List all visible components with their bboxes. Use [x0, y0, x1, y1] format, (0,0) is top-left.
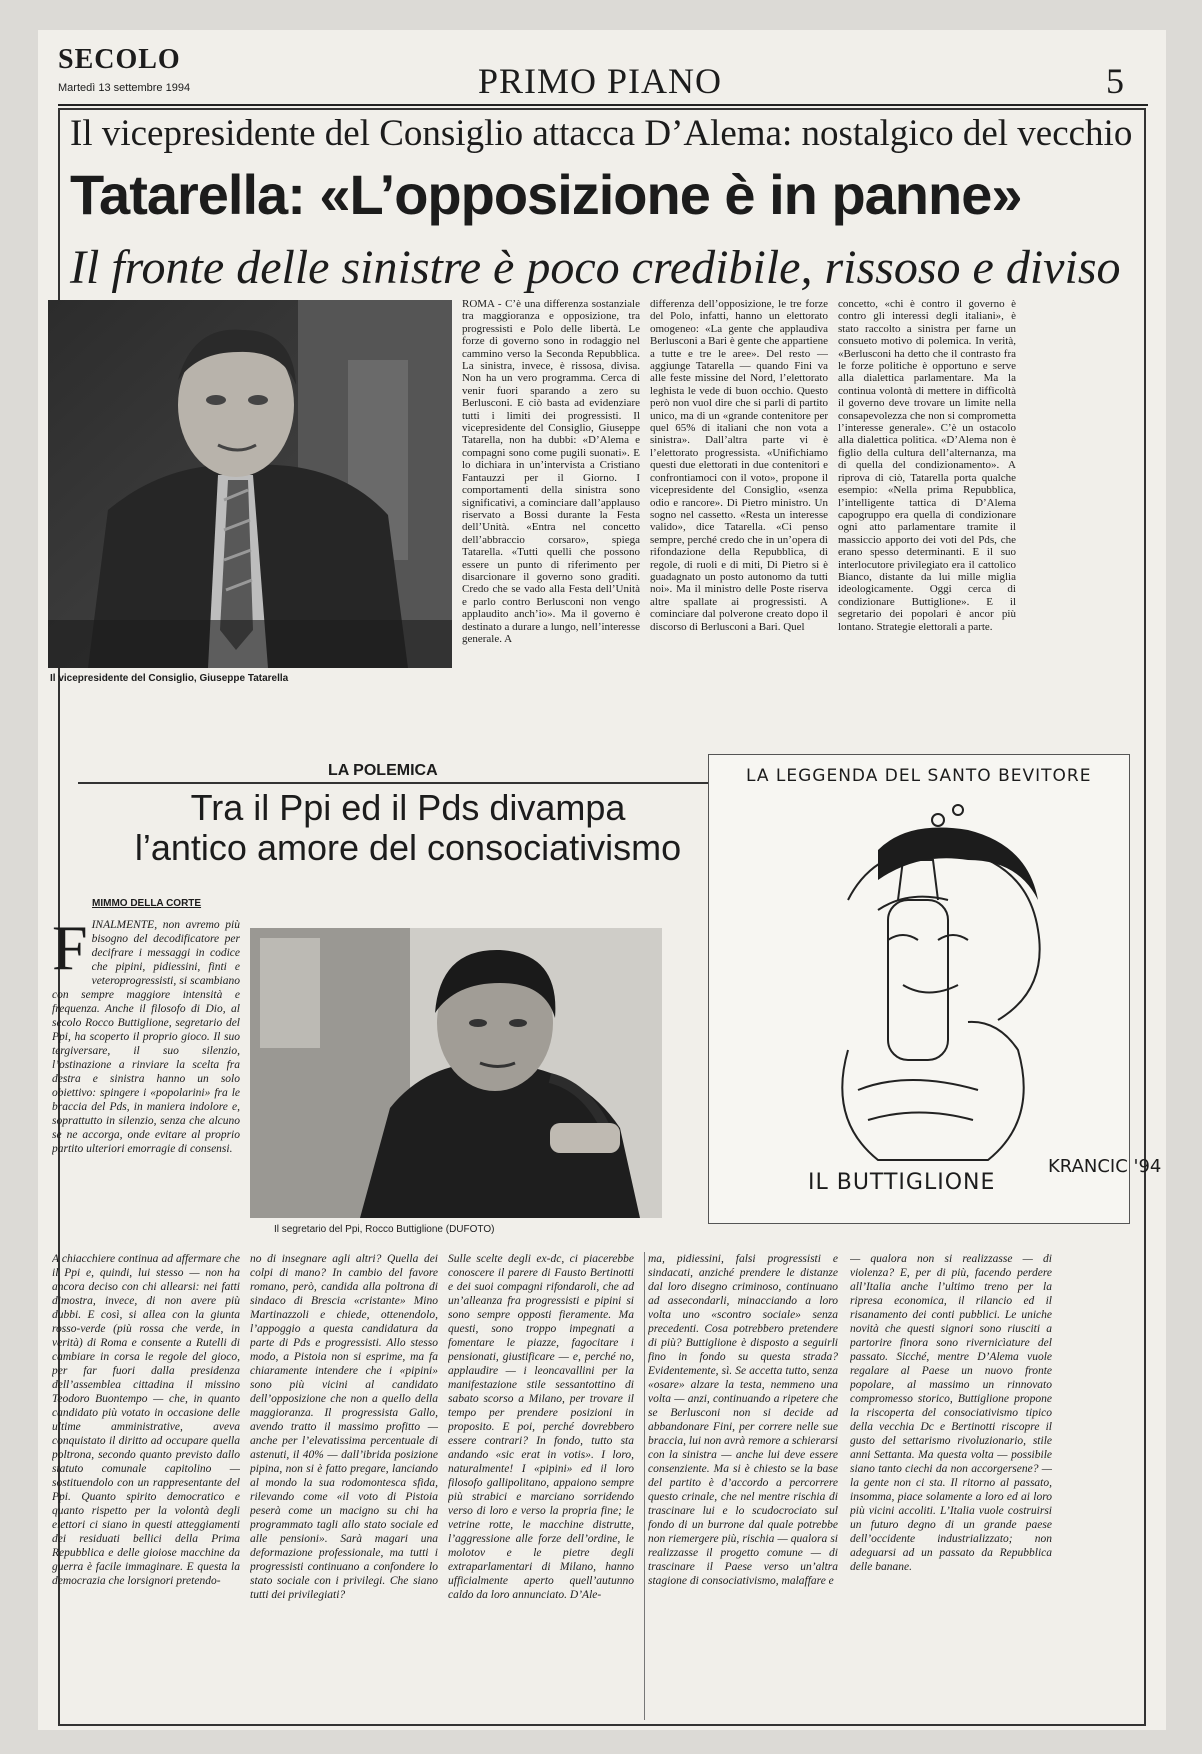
- polemica-column-2: no di insegnare agli altri? Quella dei colpi di mano? In cambio del favore romano, però, candida alla poltrona di sindaco di Brescia «cristante» Mino Martinazzoli e chiede, ottenendolo, l’appoggio a questa candidatura da parte di Pds e progressisti. Allo stesso modo, a Pistoia non si esprime, ma fa chiaramente intendere che i «pipini» sono più vicini al candidato dell’opposizione che non a quello della maggioranza. Il progressista Gallo, avendo tratto il massimo profitto — anche per l’elevatissima percentuale di astenuti, il 40% — dall’ibrida posizione pipina, non si è fatto pregare, lanciando al mondo la sua rodomontesca sfida, rilevando come «il voto di Pistoia peserà come un macigno su chi ha programmato tagli allo stato sociale ed alle pensioni». Sarà magari una deformazione professionale, ma tutti i progressisti continuano a confondere lo stato sociale con i privilegi. Che siano tutti dei privilegiati?: [250, 1253, 438, 1601]
- polemica-column-4: ma, pidiessini, falsi progressisti e sindacati, anziché prendere le distanze dal loro disegno criminoso, continuano ad assecondarli, minacciando a loro volta uno «scontro sociale» senza precedenti. Cosa potrebbero pretendere di più? Buttiglione è disposto a seguirli fino in fondo su questa strada? Evidentemente, sì. Se accetta tutto, senza «osare» alzare la testa, nemmeno una volta — anzi, continuando a ripetere che se Berlusconi non si decide ad abbandonare Fini, per correre nelle sue braccia, lui non avrà remore a schierarsi con la sinistra — anche lui deve essere consenziente. Ma si è chiesto se la base del partito è d’accordo a percorrere questo crinale, che nel mentre rischia di trascinare lui e lo scudocrociato sul fondo di un burrone dal quale potrebbe non riemergere più, rischia — qualora si realizzasse il progetto comune — di trascinare il Paese verso un’altra stagione di consociativismo, malaffare e: [648, 1253, 838, 1587]
- header-rule: [58, 104, 1148, 106]
- cartoon-title: LA LEGGENDA DEL SANTO BEVITORE: [746, 766, 1092, 786]
- column-rule: [644, 1252, 645, 1720]
- main-column-3: concetto, «chi è contro il governo è contro gli interessi degli italiani», è stato raccolto a sinistra per farne un consueto motivo di polemica. In verità, «Berlusconi ha detto che il contrasto fra le forze politiche è opportuno e serve alla dialettica parlamentare. Ma la continua volontà di mettere in difficoltà il governo deve trovare un limite nella consapevolezza che non si comprometta l’interesse generale». C’è un ostacolo alla dialettica politica. «D’Alema non è figlio della cultura dell’alternanza, ma di quella del condizionamento». A riprova di ciò, Tatarella porta qualche esempio: «Nella prima Repubblica, l’intelligente tattica di D’Alema capogruppo era quella di condizionare ogni atto parlamentare tramite il massiccio apporto dei voti del Pds, che erano spesso determinanti. E il suo interlocutore privilegiato era il cattolico Bianco, distante da lui mille miglia ideologicamente. Oggi cerca di condizionare Buttiglione». E il segretario dei popolari è ancor più lontano. Strategie elettorali a parte.: [838, 298, 1016, 633]
- tatarella-photo-caption: Il vicepresidente del Consiglio, Giuseppe Tatarella: [50, 673, 289, 684]
- dropcap: F: [52, 918, 88, 983]
- main-column-2: differenza dell’opposizione, le tre forze del Polo, infatti, hanno un elettorato omogeneo: «La gente che applaudiva Berlusconi a Bari è gente che appartiene a tutte e tre le aree». Del resto — aggiunge Tatarella — quando Fini va alle feste missine del Nord, l’elettorato leghista le vede di buon occhio. Questo però non vuol dire che si parli di partito unico, ma di un «grande contenitore per quel 65% di italiani che non vota a sinistra». Dall’altra parte vi è l’elettorato progressista. «Unifichiamo questi due elettorati in due contenitori e confrontiamoci con il voto», propone il vicepresidente del Consiglio, «senza odio e rancore». Di Pietro ministro. Un sogno nel cassetto. «Resta un interesse valido», dice Tatarella. «Ci penso sempre, perché credo che in un’opera di rifondazione della Repubblica, di regole, di ruoli e di miti, Di Pietro si è guadagnato un posto autonomo da tutti noi». Ma il ministro delle Poste riserva altre spallate ai progressisti. A cominciare dal polverone creato dopo il discorso di Berlusconi a Bari. Quel: [650, 298, 828, 633]
- polemica-column-5: — qualora non si realizzasse — di violenza? E, per di più, facendo perdere all’Italia anche l’ultimo treno per la ripresa economica, il rilancio ed il risanamento dei conti pubblici. Le uniche novità che questi signori sono riusciti a partorire finora sono rivernicìature del passato. Sicché, mentre D’Alema vuole regalare al Paese un nuovo fronte popolare, al massimo un rinnovato compromesso storico, Buttiglione propone la riscoperta del consociativismo tipico della vecchia Dc e Bertinotti riscopre il gusto del settarismo rivoluzionario, stile anni Settanta. Ma questa volta — possibile siano tanto ciechi da non accorgersene? — la gente non ci sta. Il ritorno al passato, insomma, piace solamente a loro ed ai loro più vicini accoliti. L’Italia vuole costruirsi un futuro degno di un grande paese dell’occidente industrializzato; non adeguarsi ad un passato da Repubblica delle banane.: [850, 1253, 1052, 1573]
- newspaper-page: [38, 30, 1166, 1730]
- buttiglione-photo-image: [250, 928, 662, 1218]
- buttiglione-photo: [250, 928, 662, 1218]
- polemica-headline: [118, 788, 698, 868]
- polemica-headline-line-1: Tra il Ppi ed il Pds divampa: [190, 787, 626, 828]
- cartoon-drawing: [738, 790, 1108, 1170]
- main-headline: Tatarella: «L’opposizione è in panne»: [70, 163, 1022, 226]
- buttiglione-photo-caption: Il segretario del Ppi, Rocco Buttiglione (DUFOTO): [274, 1224, 495, 1235]
- main-subhead: Il fronte delle sinistre è poco credibile, rissoso e diviso: [70, 241, 1121, 294]
- polemica-rule: [78, 782, 728, 784]
- polemica-lead-text: INALMENTE, non avremo più bisogno del decodificatore per decifrare i messaggi in codice che pipini, pidiessini, finti e veteroprogressisti, si scambiano con sempre maggiore intensità e frequenza. Anche il filosofo di Dio, al secolo Rocco Buttiglione, segretario del Ppi, ha scoperto il proprio gioco. Il suo tergiversare, il suo silenzio, l’ostinazione a rinviare la scelta fra destra e sinistra hanno un solo obiettivo: spingere i «popolarini» fra le braccia del Pds, in maniera indolore e, soprattutto in silenzio, senza che alcuno se ne accorga, onde evitare al proprio partito ulteriori emorragie di consensi.: [52, 919, 240, 1155]
- byline: MIMMO DELLA CORTE: [92, 898, 202, 909]
- masthead-logo: SECOLO: [58, 44, 181, 75]
- main-column-1: ROMA - C’è una differenza sostanziale tra maggioranza e opposizione, tra progressisti e Polo delle libertà. Le forze di governo sono in rodaggio nel cammino verso la Seconda Repubblica. La sinistra, invece, è rissosa, divisa. Non ha un vero programma. Cerca di venir fuori sparando a zero su Berlusconi. E ciò basta ad evidenziare tutti i limiti dei progressisti. Il vicepresidente del Consiglio, Giuseppe Tatarella, non ha dubbi: «D’Alema e compagni sono come pugili suonati». E lo dichiara in un’intervista a Cristiano Fantauzzi per il Giorno. I comportamenti della sinistra sono significativi, a cominciare dall’applauso riservato a Bossi durante la Festa dell’Unità. «Entra nel concetto dell’abbraccio corsaro», spiega Tatarella. «Tutti quelli che possono essere un punto di riferimento per disarcionare il governo sono graditi. Credo che se vado alla Festa dell’Unità e parlo contro Berlusconi non vengo applaudito anch’io». Ma il governo è destinato a durare a lungo, nell’interesse generale. A: [462, 298, 640, 645]
- cartoon-signature: KRANCIC '94: [1048, 1156, 1162, 1177]
- polemica-column-3: Sulle scelte degli ex-dc, ci piacerebbe conoscere il parere di Fausto Bertinotti e dei suoi compagni rifondaroli, che ad un’alleanza fra progressisti e pipini si sono sempre opposti fieramente. Ma questi, sono troppo impegnati a fomentare le piazze, fagocitare i pensionati, giustificare — e, perché no, applaudire — i leoncavallini per la manifestazione stile sessantottino di sabato scorso a Milano, per trovare il tempo per prendere posizioni in proposito. E poi, perché dovrebbero essere contrari? In fondo, tutto sta andando «sic erat in votis». I loro, naturalmente! I «pipini» ed il loro filosofo gallipolitano, appaiono sempre più strabici e marciano sorridendo verso di loro e verso la propria fine; le vetrine rotte, le macchine distrutte, l’aggressione alle forze dell’ordine, le molotov e le pietre degli extraparlamentari di Milano, hanno ufficialmente aperto quell’autunno caldo da loro annunciato. D’Ale-: [448, 1253, 634, 1601]
- tatarella-photo-image: [48, 300, 452, 668]
- cartoon-drawing-image: [738, 790, 1108, 1170]
- section-title: PRIMO PIANO: [478, 61, 723, 101]
- polemica-headline-line-2: l’antico amore del consociativismo: [134, 827, 682, 868]
- masthead-date: Martedì 13 settembre 1994: [58, 82, 191, 94]
- tatarella-photo: [48, 300, 452, 668]
- page-number: 5: [1106, 61, 1124, 101]
- polemica-column-1: A chiacchiere continua ad affermare che il Ppi e, quindi, lui stesso — non ha ancora deciso con chi allearsi: nei fatti dimostra, invece, di non avere più dubbi. E così, si allea con la giunta rosso-verde (più rossa che verde, in verità) di Roma e consente a Rutelli di cambiare in corsa le regole del gioco, per far fuori dalla presidenza dell’assemblea cittadina il missino Teodoro Buontempo — che, in quanto candidato più votato in occasione delle ultime amministrative, aveva conquistato il diritto ad occupare quella poltrona, secondo quanto previsto dallo statuto comunale capitolino — sostituendolo con un rappresentante del Ppi. Quanto spirito democratico e quanto rispetto per la volontà degli elettori ci siano in questi atteggiamenti dei residuati bellici della Prima Repubblica e delle gioiose macchine da guerra è facile immaginare. E questa la democrazia che lorsignori pretendo-: [52, 1253, 240, 1587]
- polemica-label: LA POLEMICA: [328, 762, 438, 779]
- main-kicker: Il vicepresidente del Consiglio attacca D’Alema: nostalgico del vecchio: [70, 113, 1133, 154]
- polemica-lead: [52, 918, 240, 1248]
- cartoon-caption: IL BUTTIGLIONE: [808, 1170, 996, 1195]
